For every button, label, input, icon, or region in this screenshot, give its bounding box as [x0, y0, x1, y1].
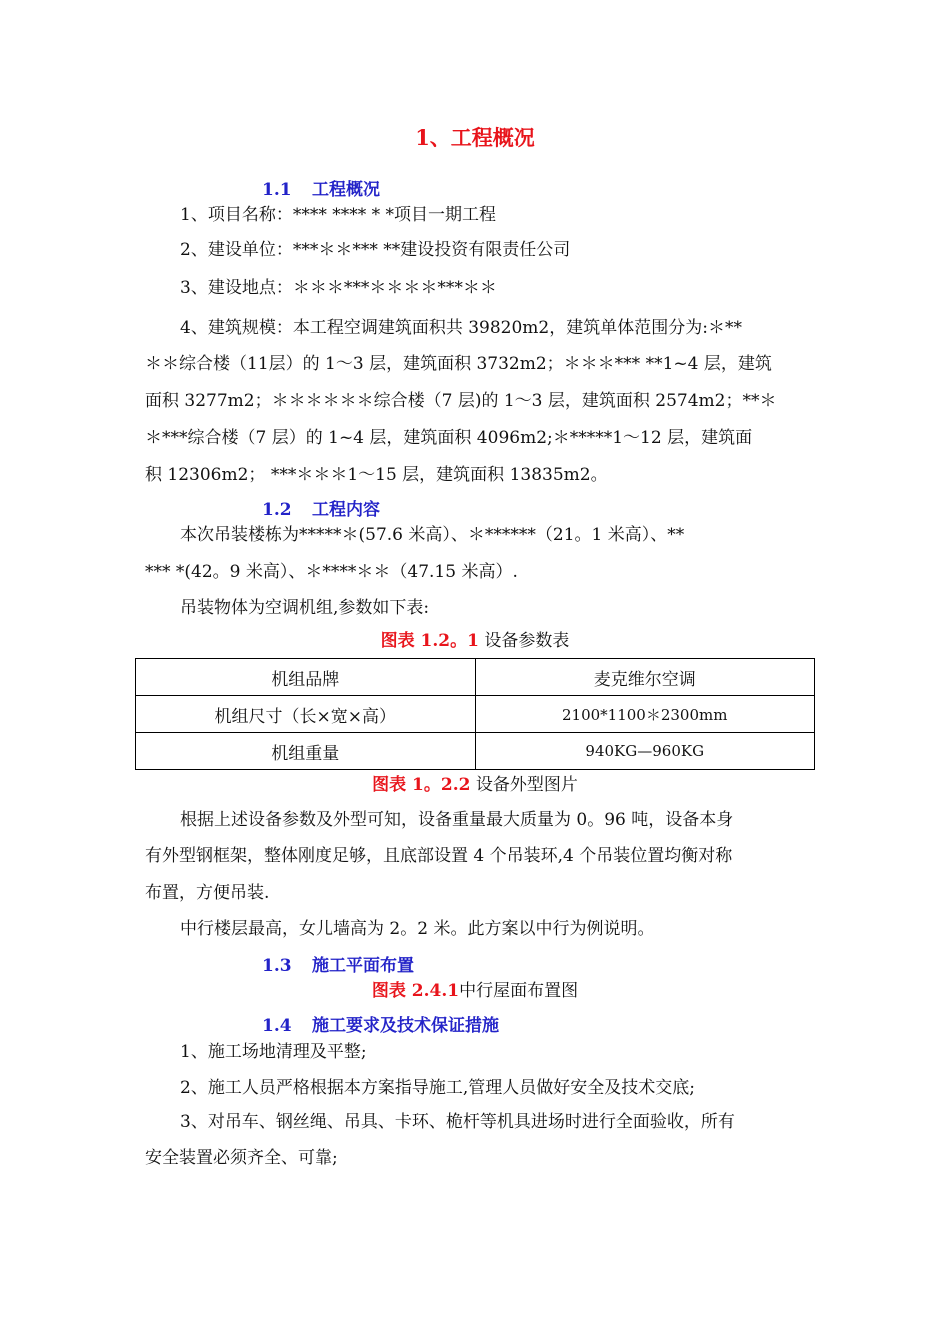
table-cell: 机组重量 [136, 733, 476, 770]
table-cell: 2100*1100＊2300mm [475, 696, 815, 733]
table-row [136, 659, 815, 696]
figure-caption [0, 770, 950, 795]
caption-text: 设备参数表 [478, 631, 570, 651]
section-heading [262, 495, 380, 520]
builder-line: 2、建设单位：***＊＊*** **建设投资有限责任公司 [180, 240, 571, 260]
section-number: 1.1 [262, 180, 292, 200]
table-row [136, 696, 815, 733]
section-number: 1.3 [262, 956, 292, 976]
caption-label: 图表 2.4.1 [371, 981, 460, 1001]
table-caption [0, 626, 950, 651]
section-title: 施工平面布置 [312, 956, 414, 976]
section-heading [262, 1011, 499, 1036]
location-line: 3、建设地点：＊＊＊***＊＊＊＊***＊＊ [180, 278, 497, 298]
analysis-line: 布置，方便吊装. [145, 883, 270, 903]
project-name-line: 1、项目名称：**** **** * *项目一期工程 [180, 205, 497, 225]
caption-text: 中行屋面布置图 [459, 981, 579, 1001]
analysis-line: 根据上述设备参数及外型可知，设备重量最大质量为 0。96 吨，设备本身 [180, 810, 734, 830]
scale-line: ＊***综合楼（7 层）的 1~4 层，建筑面积 4096m2;＊*****1～12 层，建筑面 [145, 428, 753, 448]
scale-line: ＊＊综合楼（11层）的 1～3 层，建筑面积 3732m2；＊＊＊*** **1~4 层，建筑 [145, 354, 772, 374]
scale-line: 4、建筑规模：本工程空调建筑面积共 39820m2，建筑单体范围分为:＊** [180, 318, 742, 338]
requirement-line: 3、对吊车、钢丝绳、吊具、卡环、桅杆等机具进场时进行全面验收，所有 [180, 1112, 735, 1132]
figure-caption [0, 976, 950, 1001]
section-heading [262, 175, 380, 200]
content-line: *** *(42。9 米高）、＊****＊＊（47.15 米高）. [145, 562, 518, 582]
table-cell: 机组品牌 [136, 659, 476, 696]
scale-line: 积 12306m2； ***＊＊＊1～15 层，建筑面积 13835m2。 [145, 465, 608, 485]
analysis-line: 中行楼层最高，女儿墙高为 2。2 米。此方案以中行为例说明。 [180, 919, 655, 939]
section-title: 施工要求及技术保证措施 [312, 1016, 499, 1036]
requirement-line: 2、施工人员严格根据本方案指导施工,管理人员做好安全及技术交底; [180, 1078, 695, 1098]
content-line: 本次吊装楼栋为*****＊(57.6 米高）、＊******（21。1 米高）、** [180, 525, 685, 545]
section-heading [262, 951, 414, 976]
section-title: 工程概况 [312, 180, 380, 200]
content-line: 吊装物体为空调机组,参数如下表: [180, 598, 430, 618]
caption-label: 图表 1。2.2 [372, 775, 471, 795]
section-number: 1.2 [262, 500, 292, 520]
caption-label: 图表 1.2。1 [380, 631, 479, 651]
table-cell: 麦克维尔空调 [475, 659, 815, 696]
table-cell: 机组尺寸（长×宽×高） [136, 696, 476, 733]
section-title: 工程内容 [312, 500, 380, 520]
analysis-line: 有外型钢框架，整体刚度足够，且底部设置 4 个吊装环,4 个吊装位置均衡对称 [145, 846, 733, 866]
requirement-line: 1、施工场地清理及平整; [180, 1042, 367, 1062]
caption-text: 设备外型图片 [470, 775, 578, 795]
table-cell: 940KG—960KG [475, 733, 815, 770]
section-number: 1.4 [262, 1016, 292, 1036]
page-title: 1、工程概况 [415, 125, 535, 150]
table-row [136, 733, 815, 770]
requirement-line: 安全装置必须齐全、可靠; [145, 1148, 338, 1168]
scale-line: 面积 3277m2；＊＊＊＊＊＊综合楼（7 层)的 1～3 层，建筑面积 2574m2；**＊ [145, 391, 777, 411]
equipment-parameter-table [135, 658, 815, 770]
